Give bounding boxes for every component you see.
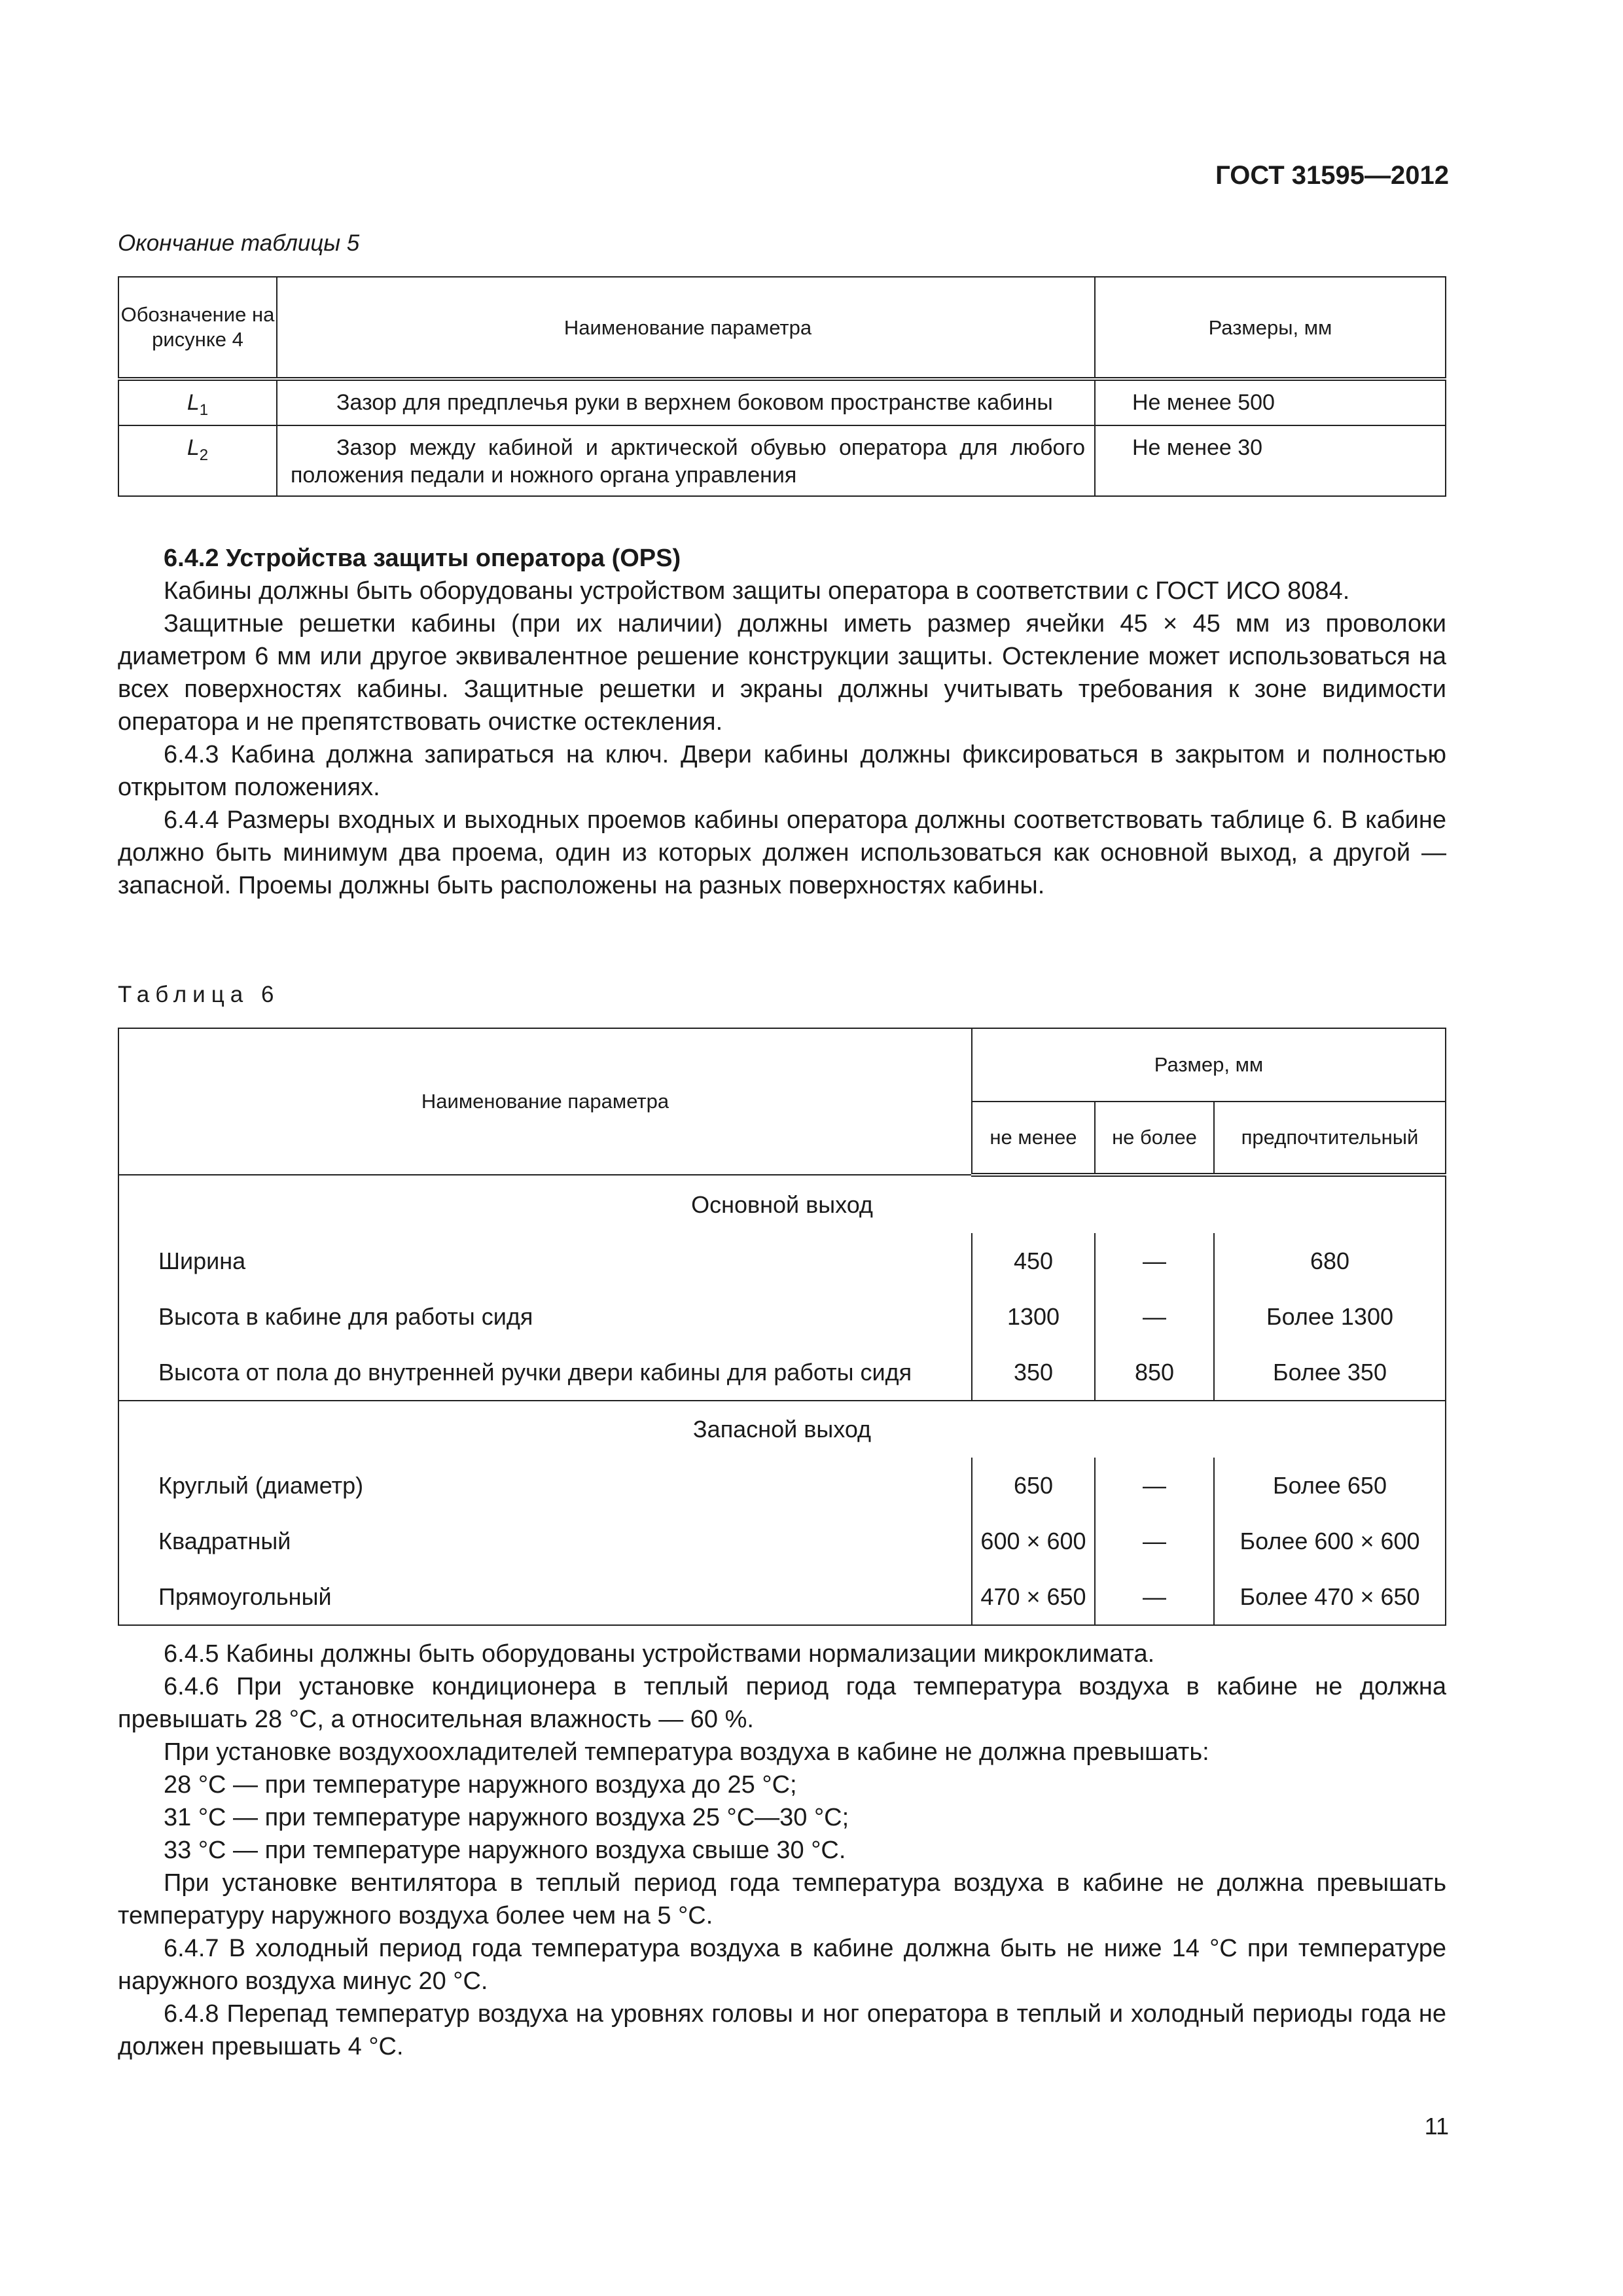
row-min: 650 <box>972 1458 1095 1513</box>
param-size: Не менее 500 <box>1095 379 1446 425</box>
row-min: 450 <box>972 1233 1095 1289</box>
row-name: Квадратный <box>118 1513 972 1569</box>
table6-col-min: не менее <box>972 1102 1095 1175</box>
row-min: 600 × 600 <box>972 1513 1095 1569</box>
table5-col-size: Размеры, мм <box>1095 277 1446 379</box>
table-row <box>118 1513 1446 1569</box>
paragraph: Защитные решетки кабины (при их наличии) должны иметь размер ячейки 45 × 45 мм из проволоки диаметром 6 мм или другое эквивалентное решение конструкции защиты. Остекление может использоваться на всех поверхностях кабины. Защитные решетки и экраны должны учитывать требования к зоне видимости оператора и не препятствовать очистке остекления. <box>118 610 1446 736</box>
table-row <box>118 425 1446 496</box>
main-exit-label: Основной выход <box>118 1175 1446 1233</box>
spare-exit-label: Запасной выход <box>118 1401 1446 1458</box>
symbol-cell: $L_1$ <box>118 379 277 425</box>
table5 <box>118 276 1446 497</box>
page-number: 11 <box>1424 2113 1449 2140</box>
table6-col-max: не более <box>1095 1102 1214 1175</box>
row-min: 1300 <box>972 1289 1095 1344</box>
table-row <box>118 1569 1446 1625</box>
table-row <box>118 1233 1446 1289</box>
section-row <box>118 1175 1446 1233</box>
section-row <box>118 1401 1446 1458</box>
param-name: Зазор между кабиной и арктической обувью оператора для любого положения педали и ножного органа управления <box>291 435 1085 488</box>
paragraph: 6.4.6 При установке кондиционера в теплый период года температура воздуха в кабине не должна превышать 28 °С, а относительная влажность — 60 %. <box>118 1673 1446 1733</box>
section-heading: 6.4.2 Устройства защиты оператора (OPS) <box>164 545 681 572</box>
table6-header-row <box>118 1028 1446 1102</box>
table-row <box>118 1289 1446 1344</box>
table6-col-group: Размер, мм <box>972 1028 1446 1102</box>
table-row <box>118 379 1446 425</box>
row-pref: 680 <box>1214 1233 1446 1289</box>
paragraph: При установке воздухоохладителей температура воздуха в кабине не должна превышать: <box>164 1738 1209 1766</box>
document-code: ГОСТ 31595—2012 <box>1215 161 1449 190</box>
table6-caption: Таблица 6 <box>118 982 280 1007</box>
row-max: — <box>1095 1289 1214 1344</box>
paragraph: 6.4.4 Размеры входных и выходных проемов кабины оператора должны соответствовать таблице 6. В кабине должно быть минимум два проема, один из которых должен использоваться как основной выход, а другой — запасной. Проемы должны быть расположены на разных поверхностях кабины. <box>118 806 1446 899</box>
row-pref: Более 1300 <box>1214 1289 1446 1344</box>
paragraph: 6.4.3 Кабина должна запираться на ключ. Двери кабины должны фиксироваться в закрытом и полностью открытом положениях. <box>118 741 1446 801</box>
paragraph: 6.4.5 Кабины должны быть оборудованы устройствами нормализации микроклимата. <box>164 1640 1155 1668</box>
row-pref: Более 470 × 650 <box>1214 1569 1446 1625</box>
list-item: 28 °С — при температуре наружного воздуха до 25 °С; <box>164 1771 797 1799</box>
row-max: — <box>1095 1458 1214 1513</box>
row-name: Высота от пола до внутренней ручки двери кабины для работы сидя <box>118 1344 972 1401</box>
row-name: Круглый (диаметр) <box>118 1458 972 1513</box>
paragraph: Кабины должны быть оборудованы устройством защиты оператора в соответствии с ГОСТ ИСО 8084. <box>164 577 1350 605</box>
list-item: 31 °С — при температуре наружного воздуха 25 °С—30 °С; <box>164 1804 849 1831</box>
list-item: 33 °С — при температуре наружного воздуха свыше 30 °С. <box>164 1837 846 1864</box>
row-max: 850 <box>1095 1344 1214 1401</box>
row-pref: Более 600 × 600 <box>1214 1513 1446 1569</box>
paragraph: 6.4.8 Перепад температур воздуха на уровнях головы и ног оператора в теплый и холодный периоды года не должен превышать 4 °С. <box>118 2000 1446 2060</box>
row-pref: Более 350 <box>1214 1344 1446 1401</box>
row-min: 350 <box>972 1344 1095 1401</box>
table5-col-name: Наименование параметра <box>277 277 1095 379</box>
row-name: Высота в кабине для работы сидя <box>118 1289 972 1344</box>
table6-col-pref: предпочтительный <box>1214 1102 1446 1175</box>
param-size: Не менее 30 <box>1095 425 1446 496</box>
table6-col-name: Наименование параметра <box>118 1028 972 1175</box>
param-name: Зазор для предплечья руки в верхнем боковом пространстве кабины <box>336 390 1053 415</box>
table-row <box>118 1458 1446 1513</box>
section-6-4-2 <box>118 542 1446 902</box>
table5-caption: Окончание таблицы 5 <box>118 230 360 256</box>
row-pref: Более 650 <box>1214 1458 1446 1513</box>
symbol-cell: $L_2$ <box>118 425 277 496</box>
paragraph: При установке вентилятора в теплый период года температура воздуха в кабине не должна превышать температуру наружного воздуха более чем на 5 °С. <box>118 1869 1446 1929</box>
row-name: Прямоугольный <box>118 1569 972 1625</box>
row-min: 470 × 650 <box>972 1569 1095 1625</box>
table6 <box>118 1028 1446 1626</box>
row-max: — <box>1095 1513 1214 1569</box>
row-max: — <box>1095 1569 1214 1625</box>
table5-col-symbol: Обозначение на рисунке 4 <box>118 277 277 379</box>
table5-header-row <box>118 277 1446 379</box>
row-name: Ширина <box>118 1233 972 1289</box>
row-max: — <box>1095 1233 1214 1289</box>
table-row <box>118 1344 1446 1401</box>
section-after-table6 <box>118 1638 1446 2063</box>
paragraph: 6.4.7 В холодный период года температура воздуха в кабине должна быть не ниже 14 °С при температуре наружного воздуха минус 20 °С. <box>118 1935 1446 1995</box>
